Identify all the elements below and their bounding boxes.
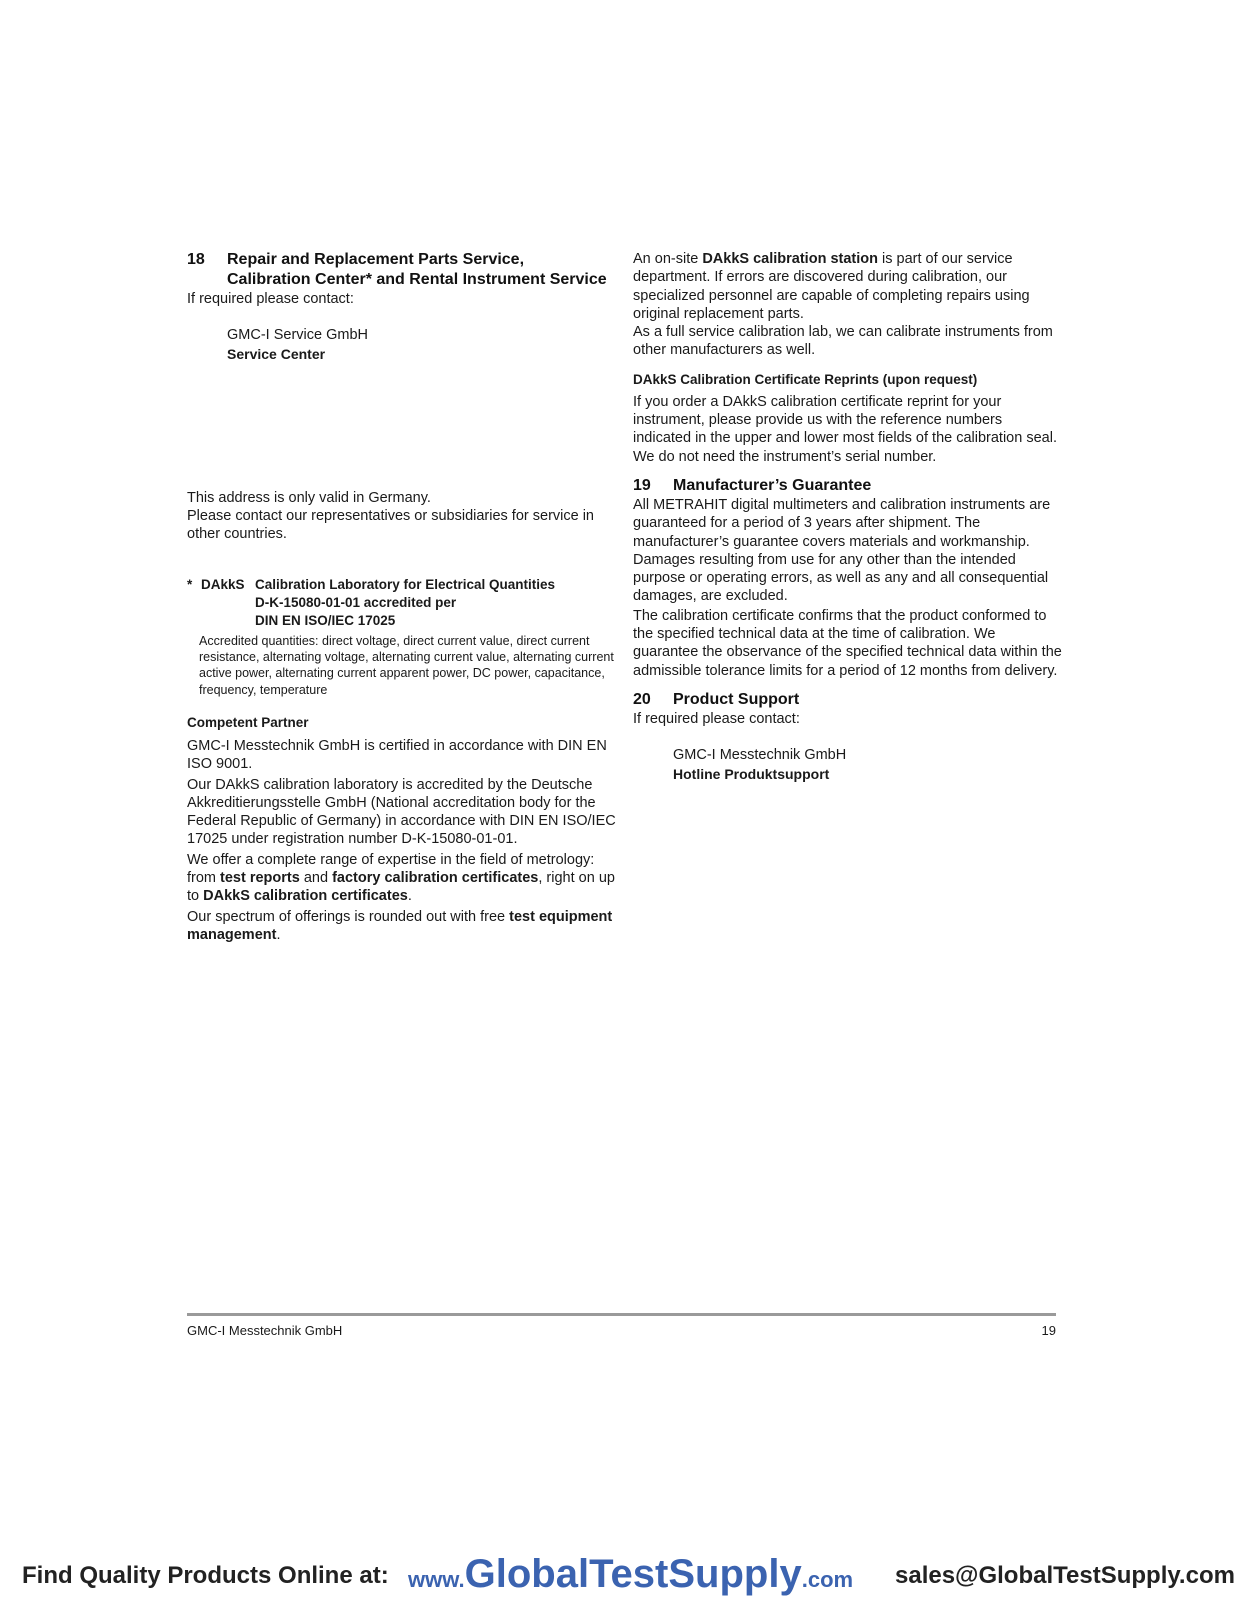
section-title-line1: Repair and Replacement Parts Service, <box>227 251 525 268</box>
section-title: Product Support <box>673 690 800 708</box>
footer-company: GMC-I Messtechnik GmbH <box>187 1323 343 1338</box>
section-number: 20 <box>633 690 651 708</box>
section-18-heading <box>187 250 617 290</box>
guarantee-p1: All METRAHIT digital multimeters and calibration instruments are guaranteed for a period of 3 years after shipment. The manufacturer’s guarantee covers materials and workmanship. Damages resulting from use for any other than the intended purpose or operating errors, as well as any and all consequential damages, are excluded. <box>633 496 1051 605</box>
validity-line2: Please contact our representatives or subsidiaries for service in other countries. <box>187 508 594 543</box>
dakks-footnote <box>187 576 617 698</box>
footnote-star: * <box>187 576 193 592</box>
banner-tagline: Find Quality Products Online at: <box>22 1562 389 1589</box>
dakks-line3: DIN EN ISO/IEC 17025 <box>255 612 396 628</box>
support-company: GMC-I Messtechnik GmbH <box>673 747 847 764</box>
partner-p3: We offer a complete range of expertise in the field of metrology: from test reports and factory calibration certificates, right on up to DAkkS calibration certificates. <box>187 851 615 905</box>
banner-email-link[interactable]: sales@GlobalTestSupply.com <box>895 1562 1235 1589</box>
partner-p1: GMC-I Messtechnik GmbH is certified in accordance with DIN EN ISO 9001. <box>187 737 607 773</box>
support-address <box>633 746 1063 783</box>
reprints-heading: DAkkS Calibration Certificate Reprints (upon request) <box>633 371 978 387</box>
reprints-text: If you order a DAkkS calibration certificate reprint for your instrument, please provide us with the reference numbers indicated in the upper and lower most fields of the calibration seal. We do not need the instrument’s serial number. <box>633 393 1057 465</box>
banner-website-link[interactable]: www.GlobalTestSupply.com <box>408 1552 854 1596</box>
dakks-line2: D-K-15080-01-01 accredited per <box>255 594 457 610</box>
footer-divider <box>187 1313 1056 1316</box>
validity-note <box>187 489 617 544</box>
partner-p2: Our DAkkS calibration laboratory is accredited by the Deutsche Akkreditierungsstelle GmbH (National accreditation body for the Federal Republic of Germany) in accordance with DIN EN ISO/IEC 17025 under registration number D-K-15080-01-01. <box>187 776 616 848</box>
contact-intro: If required please contact: <box>187 291 354 307</box>
competent-partner-heading: Competent Partner <box>187 714 309 730</box>
dakks-footnote-header <box>187 576 617 630</box>
validity-line1: This address is only valid in Germany. <box>187 489 431 506</box>
support-dept: Hotline Produktsupport <box>673 765 830 782</box>
promo-banner <box>0 1552 1237 1600</box>
page-number: 19 <box>1041 1323 1056 1338</box>
partner-p4: Our spectrum of offerings is rounded out with free test equipment management. <box>187 908 613 943</box>
right-column <box>633 250 1063 783</box>
section-number: 18 <box>187 251 205 268</box>
service-company: GMC-I Service GmbH <box>227 327 368 344</box>
section-title-line2: Calibration Center* and Rental Instrument Service <box>227 271 607 288</box>
dakks-label: DAkkS <box>201 576 245 592</box>
section-20-heading <box>633 690 1063 710</box>
service-address <box>187 326 617 363</box>
accredited-quantities: Accredited quantities: direct voltage, direct current value, direct current resistance, alternating voltage, alternating current value, alternating current active power, alternating current apparent power, DC power, capacitance, frequency, temperature <box>199 633 614 697</box>
support-contact-intro: If required please contact: <box>633 710 800 727</box>
section-title: Manufacturer’s Guarantee <box>673 476 872 494</box>
section-number: 19 <box>633 476 651 494</box>
left-column <box>187 250 617 944</box>
guarantee-p2: The calibration certificate confirms that the product conformed to the specified technical data at the time of calibration. We guarantee the observance of the specified technical data within the admissible tolerance limits for a period of 12 months from delivery. <box>633 607 1062 679</box>
calibration-station-text: An on-site DAkkS calibration station is part of our service department. If errors are discovered during calibration, our specialized personnel are capable of completing repairs using original replacement parts. <box>633 251 1030 322</box>
service-dept: Service Center <box>227 345 326 362</box>
section-19-heading <box>633 476 1063 496</box>
full-service-text: As a full service calibration lab, we can calibrate instruments from other manufacturers as well. <box>633 324 1053 359</box>
dakks-line1: Calibration Laboratory for Electrical Quantities <box>255 576 556 592</box>
